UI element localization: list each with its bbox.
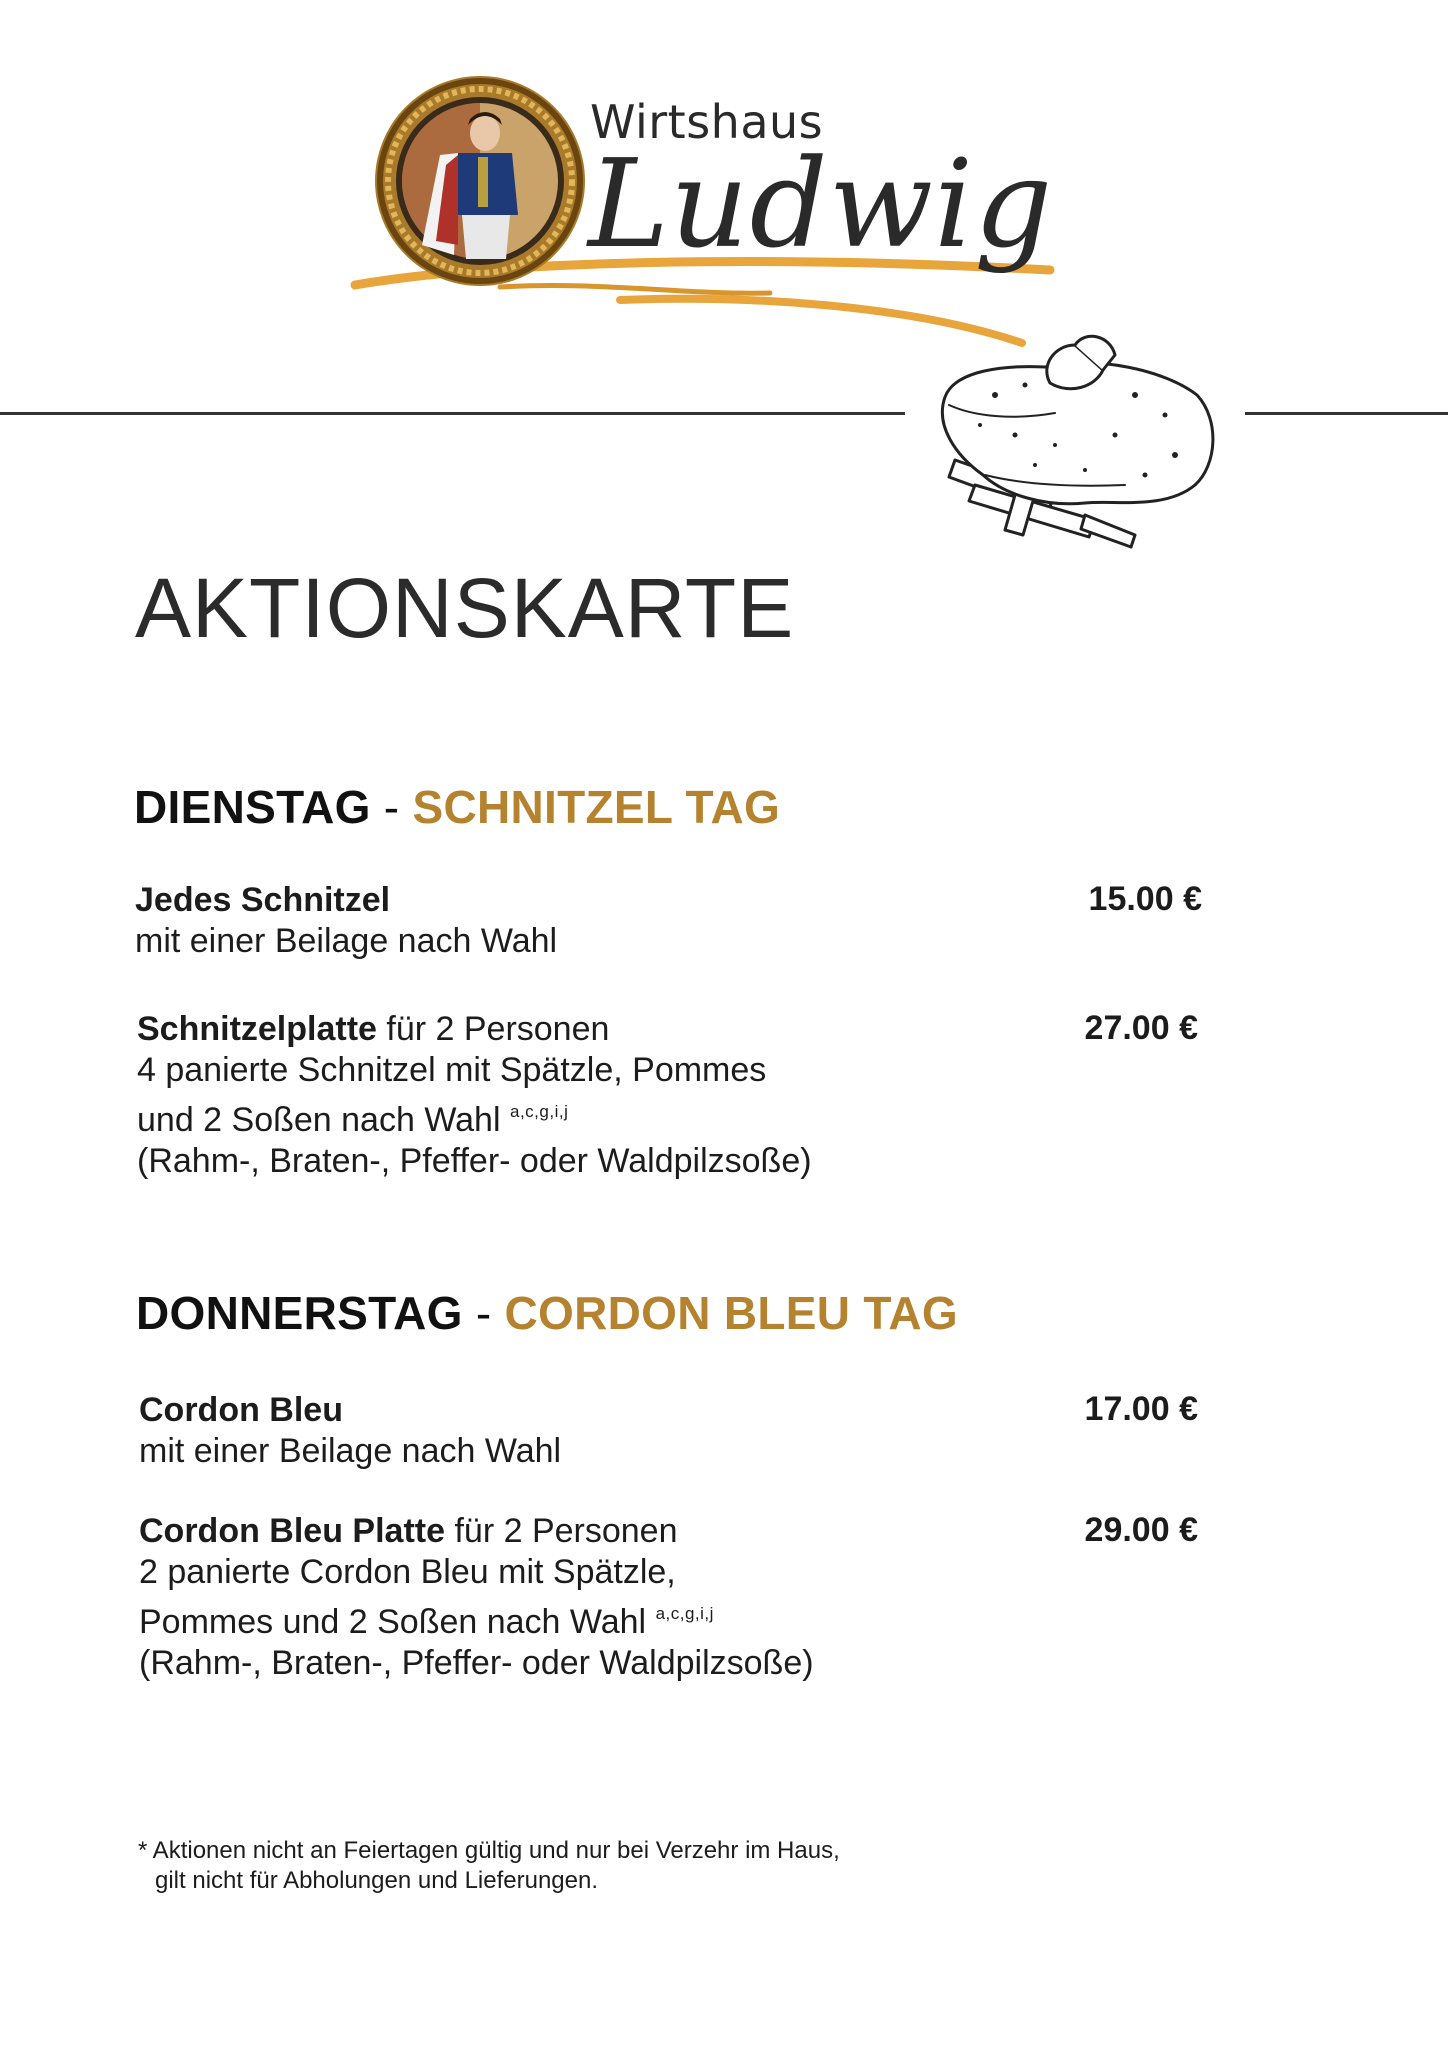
schnitzel-illustration-icon	[935, 325, 1220, 550]
footnote-line: gilt nicht für Abholungen und Lieferungen.	[155, 1867, 599, 1894]
footnote-line: * Aktionen nicht an Feiertagen gültig und nur bei Verzehr im Haus,	[138, 1837, 840, 1864]
divider-left	[0, 412, 905, 415]
item-name-suffix: für 2 Personen	[376, 1010, 610, 1048]
item-description: mit einer Beilage nach Wahl	[135, 922, 558, 960]
section-header-donnerstag	[136, 1286, 958, 1340]
page-title: AKTIONSKARTE	[135, 561, 795, 655]
section-separator: -	[475, 1287, 492, 1339]
section-header-dienstag	[134, 780, 780, 834]
item-price: 15.00 €	[1088, 880, 1202, 918]
menu-item	[137, 1009, 812, 1182]
item-description: Pommes und 2 Soßen nach Wahl	[139, 1603, 647, 1641]
logo-text-ludwig: Ludwig	[588, 133, 1054, 275]
item-description: (Rahm-, Braten-, Pfeffer- oder Waldpilzsoße)	[139, 1644, 814, 1682]
item-price: 29.00 €	[1084, 1511, 1198, 1549]
menu-item	[139, 1511, 814, 1684]
item-description: 4 panierte Schnitzel mit Spätzle, Pommes	[137, 1051, 767, 1089]
item-description: mit einer Beilage nach Wahl	[139, 1432, 562, 1470]
logo-text-wirtshaus: Wirtshaus	[590, 95, 824, 149]
menu-item	[139, 1390, 561, 1472]
allergen-codes: a,c,g,i,j	[655, 1604, 714, 1623]
item-description: 2 panierte Cordon Bleu mit Spätzle,	[139, 1553, 676, 1591]
divider-right	[1245, 412, 1448, 415]
item-description: (Rahm-, Braten-, Pfeffer- oder Waldpilzsoße)	[137, 1142, 812, 1180]
item-name: Schnitzelplatte	[137, 1010, 377, 1048]
item-description: und 2 Soßen nach Wahl	[137, 1101, 501, 1139]
section-day: DONNERSTAG	[136, 1287, 463, 1339]
item-name: Jedes Schnitzel	[135, 881, 391, 919]
footnote	[138, 1836, 840, 1896]
section-theme: CORDON BLEU TAG	[504, 1287, 958, 1339]
item-name-suffix: für 2 Personen	[445, 1512, 678, 1550]
section-separator: -	[383, 781, 400, 833]
item-price: 17.00 €	[1084, 1390, 1198, 1428]
item-price: 27.00 €	[1084, 1009, 1198, 1047]
item-name: Cordon Bleu Platte	[139, 1512, 446, 1550]
section-theme: SCHNITZEL TAG	[412, 781, 781, 833]
menu-item	[135, 880, 557, 962]
restaurant-logo	[350, 55, 1070, 355]
allergen-codes: a,c,g,i,j	[509, 1102, 569, 1121]
section-day: DIENSTAG	[134, 781, 371, 833]
item-name: Cordon Bleu	[139, 1391, 343, 1429]
